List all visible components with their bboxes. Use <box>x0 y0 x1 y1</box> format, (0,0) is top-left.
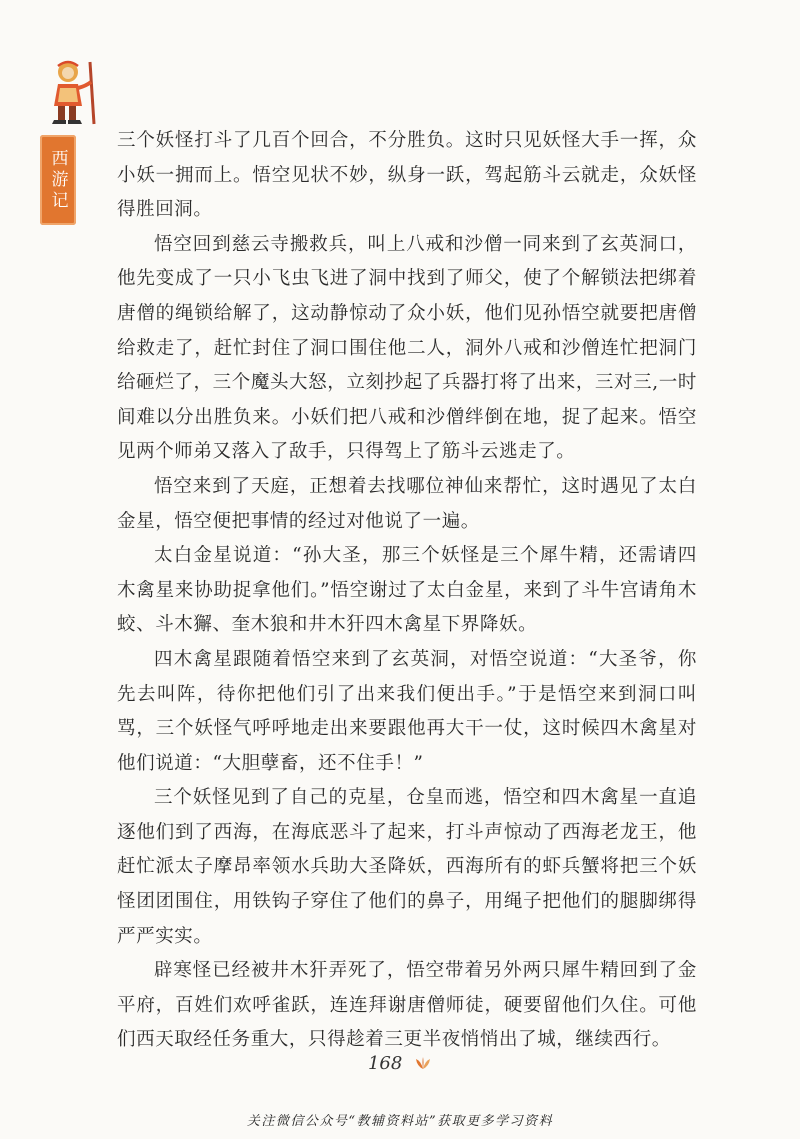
page-number: 168 <box>367 1053 403 1074</box>
paragraph: 辟寒怪已经被井木犴弄死了，悟空带着另外两只犀牛精回到了金平府，百姓们欢呼雀跃，连连拜谢唐僧师徒，硬要留他们久住。可他们西天取经任务重大，只得趁着三更半夜悄悄出了城，继续西行。 <box>117 960 697 1051</box>
paragraph: 悟空回到慈云寺搬救兵，叫上八戒和沙僧一同来到了玄英洞口，他先变成了一只小飞虫飞进了洞中找到了师父，使了个解锁法把绑着唐僧的绳锁给解了，这动静惊动了众小妖，他们见孙悟空就要把唐僧给救走了，赶忙封住了洞口围住他二人，洞外八戒和沙僧连忙把洞门给砸烂了，三个魔头大怒，立刻抄起了兵器打将了出来，三对三,一时间难以分出胜负来。小妖们把八戒和沙僧绊倒在地，捉了起来。悟空见两个师弟又落入了敌手，只得驾上了筋斗云逃走了。 <box>117 233 697 463</box>
body-text <box>117 124 697 1058</box>
paragraph: 悟空来到了天庭，正想着去找哪位神仙来帮忙，这时遇见了太白金星，悟空便把事情的经过对他说了一遍。 <box>117 475 697 532</box>
book-title: 西游记 <box>47 148 68 212</box>
side-emblem <box>46 58 106 128</box>
side-title-tab <box>40 135 76 225</box>
page-number-row <box>0 1053 800 1075</box>
paragraph: 三个妖怪见到了自己的克星，仓皇而逃，悟空和四木禽星一直追逐他们到了西海，在海底恶斗了起来，打斗声惊动了西海老龙王，他赶忙派太子摩昂率领水兵助大圣降妖，西海所有的虾兵蟹将把三个妖怪团团围住，用铁钩子穿住了他们的鼻子，用绳子把他们的腿脚绑得严严实实。 <box>117 787 697 947</box>
paragraph: 太白金星说道：“孙大圣，那三个妖怪是三个犀牛精，还需请四木禽星来协助捉拿他们。”悟空谢过了太白金星，来到了斗牛宫请角木蛟、斗木獬、奎木狼和井木犴四木禽星下界降妖。 <box>117 545 697 636</box>
paragraph: 四木禽星跟随着悟空来到了玄英洞，对悟空说道：“大圣爷，你先去叫阵，待你把他们引了出来我们便出手。”于是悟空来到洞口叫骂，三个妖怪气呼呼地走出来要跟他再大干一仗，这时候四木禽星对他们说道：“大胆孽畜，还不住手！” <box>117 648 697 774</box>
footer-note: 关注微信公众号“教辅资料站”获取更多学习资料 <box>246 1114 554 1129</box>
leaf-ornament-icon <box>414 1054 432 1075</box>
paragraph: 三个妖怪打斗了几百个回合，不分胜负。这时只见妖怪大手一挥，众小妖一拥而上。悟空见状不妙，纵身一跃，驾起筋斗云就走，众妖怪得胜回洞。 <box>117 130 697 221</box>
monkey-king-icon <box>46 58 106 128</box>
